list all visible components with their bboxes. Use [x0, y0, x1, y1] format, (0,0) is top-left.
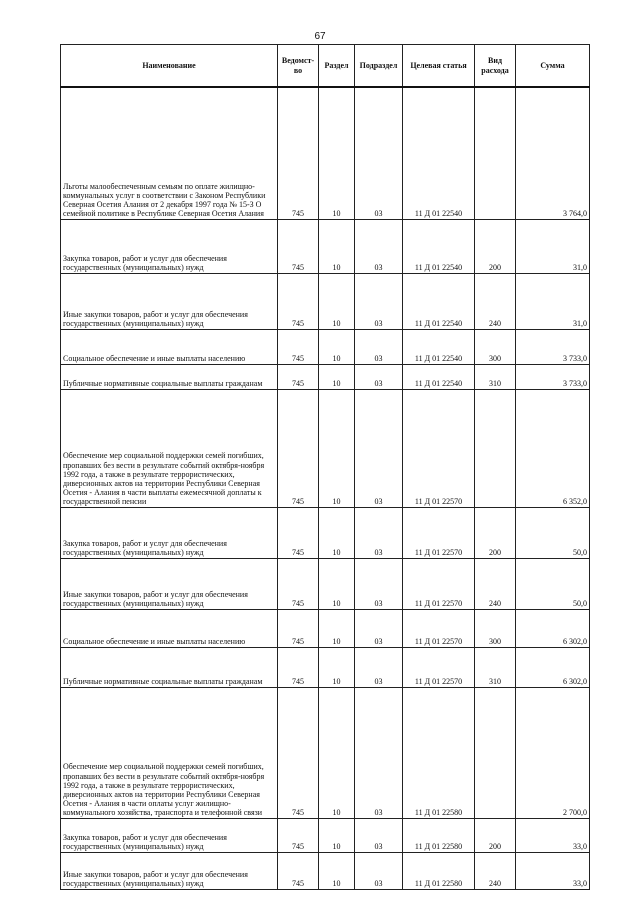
row-vid-rashoda: 200 — [475, 219, 516, 273]
row-razdel: 10 — [319, 219, 355, 273]
row-vedomstvo: 745 — [278, 818, 319, 852]
table-row — [61, 273, 590, 329]
row-podrazdel: 03 — [355, 364, 403, 389]
row-razdel: 10 — [319, 558, 355, 609]
table-header-row — [61, 45, 590, 88]
row-vedomstvo: 745 — [278, 609, 319, 647]
row-name: Льготы малообеспеченным семьям по оплате жилищно-коммунальных услуг в соответствии с Законом Республики Северная Осетия Алания от 2 декабря 1997 года № 15-З О семейной политике в Республике Северная Осетия Алания — [61, 87, 278, 219]
table-row — [61, 507, 590, 558]
row-vid-rashoda: 310 — [475, 364, 516, 389]
header-vedomstvo: Ведомст-во — [278, 45, 319, 88]
table-row — [61, 687, 590, 818]
row-summa: 31,0 — [516, 273, 590, 329]
row-vedomstvo: 745 — [278, 687, 319, 818]
row-podrazdel: 03 — [355, 329, 403, 364]
row-celevaya-statya: 11 Д 01 22580 — [403, 687, 475, 818]
table-row — [61, 647, 590, 687]
row-razdel: 10 — [319, 364, 355, 389]
row-name: Закупка товаров, работ и услуг для обеспечения государственных (муниципальных) нужд — [61, 818, 278, 852]
row-podrazdel: 03 — [355, 852, 403, 889]
row-name: Закупка товаров, работ и услуг для обеспечения государственных (муниципальных) нужд — [61, 507, 278, 558]
row-razdel: 10 — [319, 687, 355, 818]
row-name: Социальное обеспечение и иные выплаты населению — [61, 329, 278, 364]
row-podrazdel: 03 — [355, 818, 403, 852]
row-podrazdel: 03 — [355, 219, 403, 273]
row-summa: 31,0 — [516, 219, 590, 273]
table-row — [61, 558, 590, 609]
row-podrazdel: 03 — [355, 558, 403, 609]
row-vid-rashoda — [475, 687, 516, 818]
row-vid-rashoda: 240 — [475, 558, 516, 609]
row-celevaya-statya: 11 Д 01 22540 — [403, 329, 475, 364]
row-vedomstvo: 745 — [278, 647, 319, 687]
row-vedomstvo: 745 — [278, 389, 319, 507]
table-row — [61, 364, 590, 389]
row-summa: 6 302,0 — [516, 647, 590, 687]
row-vid-rashoda: 200 — [475, 507, 516, 558]
row-celevaya-statya: 11 Д 01 22580 — [403, 852, 475, 889]
row-vedomstvo: 745 — [278, 852, 319, 889]
row-name: Иные закупки товаров, работ и услуг для обеспечения государственных (муниципальных) нужд — [61, 558, 278, 609]
header-name: Наименование — [61, 45, 278, 88]
header-summa: Сумма — [516, 45, 590, 88]
row-celevaya-statya: 11 Д 01 22570 — [403, 507, 475, 558]
budget-table — [60, 44, 590, 890]
table-row — [61, 389, 590, 507]
header-podrazdel: Подраздел — [355, 45, 403, 88]
row-vedomstvo: 745 — [278, 364, 319, 389]
row-name: Публичные нормативные социальные выплаты гражданам — [61, 364, 278, 389]
row-celevaya-statya: 11 Д 01 22570 — [403, 558, 475, 609]
header-razdel: Раздел — [319, 45, 355, 88]
row-summa: 2 700,0 — [516, 687, 590, 818]
row-vid-rashoda: 300 — [475, 329, 516, 364]
row-razdel: 10 — [319, 329, 355, 364]
row-celevaya-statya: 11 Д 01 22540 — [403, 273, 475, 329]
table-row — [61, 329, 590, 364]
row-vedomstvo: 745 — [278, 329, 319, 364]
row-vid-rashoda — [475, 87, 516, 219]
row-razdel: 10 — [319, 818, 355, 852]
table-row — [61, 219, 590, 273]
row-celevaya-statya: 11 Д 01 22570 — [403, 389, 475, 507]
row-name: Обеспечение мер социальной поддержки семей погибших, пропавших без вести в результате событий октября-ноября 1992 года, а также в результате террористических, диверсионных актов на территории Республики Северная Осетия - Алания в части оплаты услуг жилищно-коммунального хозяйства, транспорта и телефонной связи — [61, 687, 278, 818]
row-name: Публичные нормативные социальные выплаты гражданам — [61, 647, 278, 687]
row-podrazdel: 03 — [355, 647, 403, 687]
row-summa: 6 352,0 — [516, 389, 590, 507]
row-podrazdel: 03 — [355, 87, 403, 219]
row-podrazdel: 03 — [355, 687, 403, 818]
row-name: Социальное обеспечение и иные выплаты населению — [61, 609, 278, 647]
row-celevaya-statya: 11 Д 01 22570 — [403, 609, 475, 647]
row-vid-rashoda — [475, 389, 516, 507]
row-razdel: 10 — [319, 609, 355, 647]
row-vedomstvo: 745 — [278, 507, 319, 558]
row-name: Обеспечение мер социальной поддержки семей погибших, пропавших без вести в результате событий октября-ноября 1992 года, а также в результате террористических, диверсионных актов на территории Республики Северная Осетия - Алания в части выплаты ежемесячной доплаты к государственной пенсии — [61, 389, 278, 507]
table-row — [61, 852, 590, 889]
row-vedomstvo: 745 — [278, 87, 319, 219]
row-razdel: 10 — [319, 507, 355, 558]
row-celevaya-statya: 11 Д 01 22540 — [403, 87, 475, 219]
row-vid-rashoda: 310 — [475, 647, 516, 687]
row-name: Иные закупки товаров, работ и услуг для обеспечения государственных (муниципальных) нужд — [61, 852, 278, 889]
row-vid-rashoda: 300 — [475, 609, 516, 647]
row-name: Закупка товаров, работ и услуг для обеспечения государственных (муниципальных) нужд — [61, 219, 278, 273]
row-razdel: 10 — [319, 87, 355, 219]
row-vid-rashoda: 240 — [475, 273, 516, 329]
row-summa: 33,0 — [516, 818, 590, 852]
row-vedomstvo: 745 — [278, 558, 319, 609]
row-vid-rashoda: 240 — [475, 852, 516, 889]
row-celevaya-statya: 11 Д 01 22540 — [403, 219, 475, 273]
row-summa: 3 733,0 — [516, 329, 590, 364]
row-celevaya-statya: 11 Д 01 22570 — [403, 647, 475, 687]
row-summa: 33,0 — [516, 852, 590, 889]
row-podrazdel: 03 — [355, 507, 403, 558]
row-summa: 6 302,0 — [516, 609, 590, 647]
row-summa: 3 764,0 — [516, 87, 590, 219]
row-razdel: 10 — [319, 273, 355, 329]
row-razdel: 10 — [319, 852, 355, 889]
row-podrazdel: 03 — [355, 609, 403, 647]
row-podrazdel: 03 — [355, 389, 403, 507]
page-number: 67 — [314, 31, 326, 42]
row-summa: 50,0 — [516, 558, 590, 609]
row-name: Иные закупки товаров, работ и услуг для обеспечения государственных (муниципальных) нужд — [61, 273, 278, 329]
table-row — [61, 818, 590, 852]
header-celevaya-statya: Целевая статья — [403, 45, 475, 88]
row-vedomstvo: 745 — [278, 273, 319, 329]
table-row — [61, 609, 590, 647]
row-razdel: 10 — [319, 389, 355, 507]
row-vedomstvo: 745 — [278, 219, 319, 273]
row-summa: 3 733,0 — [516, 364, 590, 389]
row-celevaya-statya: 11 Д 01 22580 — [403, 818, 475, 852]
row-razdel: 10 — [319, 647, 355, 687]
table-row — [61, 87, 590, 219]
row-summa: 50,0 — [516, 507, 590, 558]
row-vid-rashoda: 200 — [475, 818, 516, 852]
row-podrazdel: 03 — [355, 273, 403, 329]
row-celevaya-statya: 11 Д 01 22540 — [403, 364, 475, 389]
header-vid-rashoda: Вид расхода — [475, 45, 516, 88]
